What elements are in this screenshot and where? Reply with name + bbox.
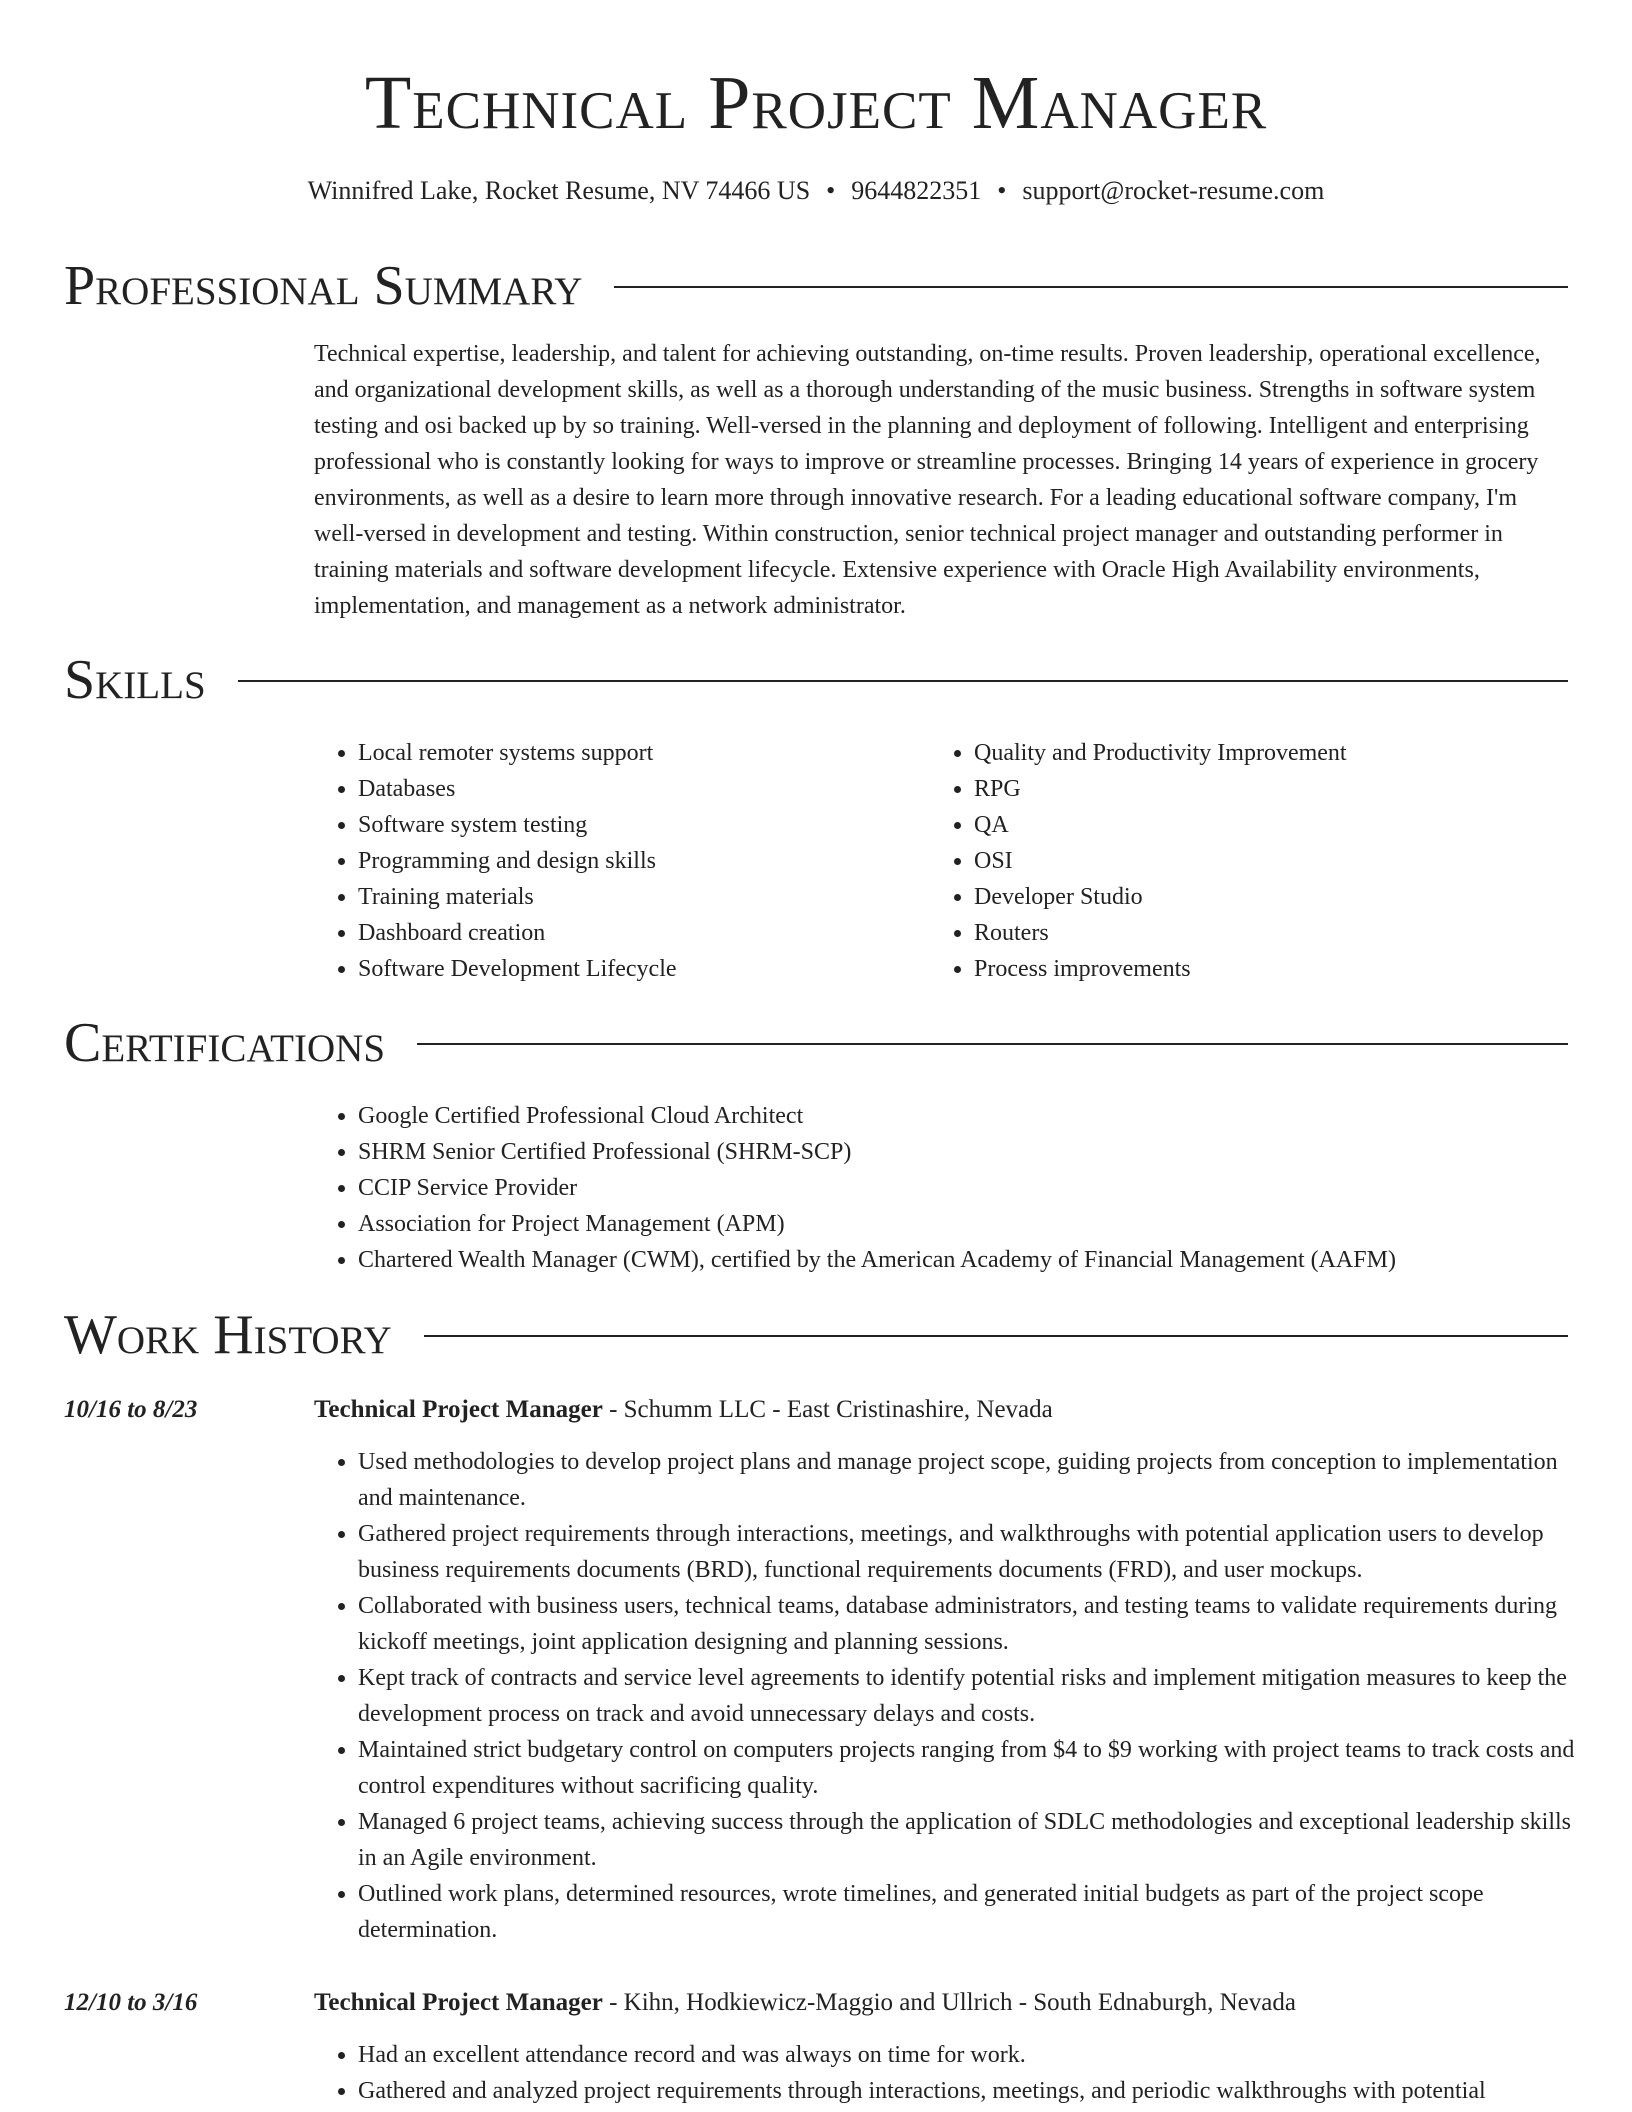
skill-item: • Quality and Productivity Improvement [974,735,1570,771]
skill-item: • Software system testing [358,807,914,843]
skill-item: • Developer Studio [974,879,1570,915]
duties-list [314,2037,1578,2109]
job-heading [314,1985,1296,2021]
skills-heading: Skills [64,649,206,711]
summary-section-heading [64,254,1568,318]
contact-email: support@rocket-resume.com [1022,176,1325,205]
duty-item: • Managed 6 project teams, achieving success through the application of SDLC methodologies and exceptional leadership skills in an Agile environment. [358,1804,1578,1876]
certification-item: • Google Certified Professional Cloud Architect [358,1098,1614,1134]
certification-item: • Chartered Wealth Manager (CWM), certified by the American Academy of Financial Management (AAFM) [358,1242,1614,1278]
job-dates: 12/10 to 3/16 [64,1989,198,2016]
duty-item: • Gathered project requirements through interactions, meetings, and walkthroughs with potential application users to develop business requirements documents (BRD), functional requirements documents (FRD), and user mockups. [358,1516,1578,1588]
skills-section-heading [64,648,1568,712]
skill-item: • Programming and design skills [358,843,914,879]
certification-item: • CCIP Service Provider [358,1170,1614,1206]
summary-heading: Professional Summary [64,255,583,317]
skill-item: • Software Development Lifecycle [358,951,914,987]
candidate-title: Technical Project Manager [364,61,1268,145]
duty-item: • Gathered and analyzed project requirements through interactions, meetings, and periodic walkthroughs with potential [358,2073,1578,2109]
certifications-section-heading [64,1011,1568,1075]
job-duties [314,2037,1578,2109]
work-history-section-heading [64,1303,1568,1367]
skills-column-left [314,735,914,987]
certifications-list [314,1098,1614,1278]
contact-phone: 9644822351 [851,176,982,205]
duties-list [314,1444,1578,1948]
duty-item: • Kept track of contracts and service level agreements to identify potential risks and implement mitigation measures to keep the development process on track and avoid unnecessary delays and costs. [358,1660,1578,1732]
certification-item: • SHRM Senior Certified Professional (SHRM-SCP) [358,1134,1614,1170]
job-title: Technical Project Manager [314,1396,603,1423]
skills-column-right [930,735,1570,987]
duty-item: • Had an excellent attendance record and was always on time for work. [358,2037,1578,2073]
duty-item: • Maintained strict budgetary control on computers projects ranging from $4 to $9 working with project teams to track costs and control expenditures without sacrificing quality. [358,1732,1578,1804]
skill-item: • QA [974,807,1570,843]
skill-item: • Databases [358,771,914,807]
job-dates: 10/16 to 8/23 [64,1396,198,1423]
skills-list-left [314,735,914,987]
skill-item: • RPG [974,771,1570,807]
section-divider [238,680,1568,682]
certifications-heading: Certifications [64,1012,386,1074]
contact-address: Winnifred Lake, Rocket Resume, NV 74466 US [307,176,811,205]
job-heading [314,1392,1053,1428]
skill-item: • Routers [974,915,1570,951]
summary-text: Technical expertise, leadership, and talent for achieving outstanding, on-time results. Proven leadership, operational excellence, and organizational development skills, as well as a thorough understanding of the music business. Strengths in software system testing and osi backed up by so training. Well-versed in the planning and deployment of following. Intelligent and enterprising professional who is constantly looking for ways to improve or streamline processes. Bringing 14 years of experience in grocery environments, as well as a desire to learn more through innovative research. For a leading educational software company, I'm well-versed in development and testing. Within construction, senior technical project manager and outstanding performer in training materials and software development lifecycle. Extensive experience with Oracle High Availability environments, implementation, and management as a network administrator. [314,341,1541,619]
section-divider [614,286,1568,288]
skill-item: • OSI [974,843,1570,879]
skill-item: • Dashboard creation [358,915,914,951]
work-history-heading: Work History [64,1304,392,1366]
certifications-block [314,1098,1614,1278]
duty-item: • Collaborated with business users, technical teams, database administrators, and testing teams to validate requirements during kickoff meetings, joint application designing and planning sessions. [358,1588,1578,1660]
job-company: - Schumm LLC - East Cristinashire, Nevada [602,1396,1053,1423]
contact-separator: • [997,176,1007,205]
certification-item: • Association for Project Management (APM) [358,1206,1614,1242]
skills-list-right [930,735,1570,987]
contact-separator: • [826,176,836,205]
duty-item: • Used methodologies to develop project plans and manage project scope, guiding projects from conception to implementation and maintenance. [358,1444,1578,1516]
skill-item: • Process improvements [974,951,1570,987]
skill-item: • Training materials [358,879,914,915]
section-divider [424,1335,1568,1337]
job-company: - Kihn, Hodkiewicz-Maggio and Ullrich - South Ednaburgh, Nevada [602,1989,1296,2016]
job-title: Technical Project Manager [314,1989,603,2016]
job-duties [314,1444,1578,1948]
contact-line [0,174,1632,208]
skill-item: • Local remoter systems support [358,735,914,771]
duty-item: • Outlined work plans, determined resources, wrote timelines, and generated initial budgets as part of the project scope determination. [358,1876,1578,1948]
section-divider [417,1043,1568,1045]
